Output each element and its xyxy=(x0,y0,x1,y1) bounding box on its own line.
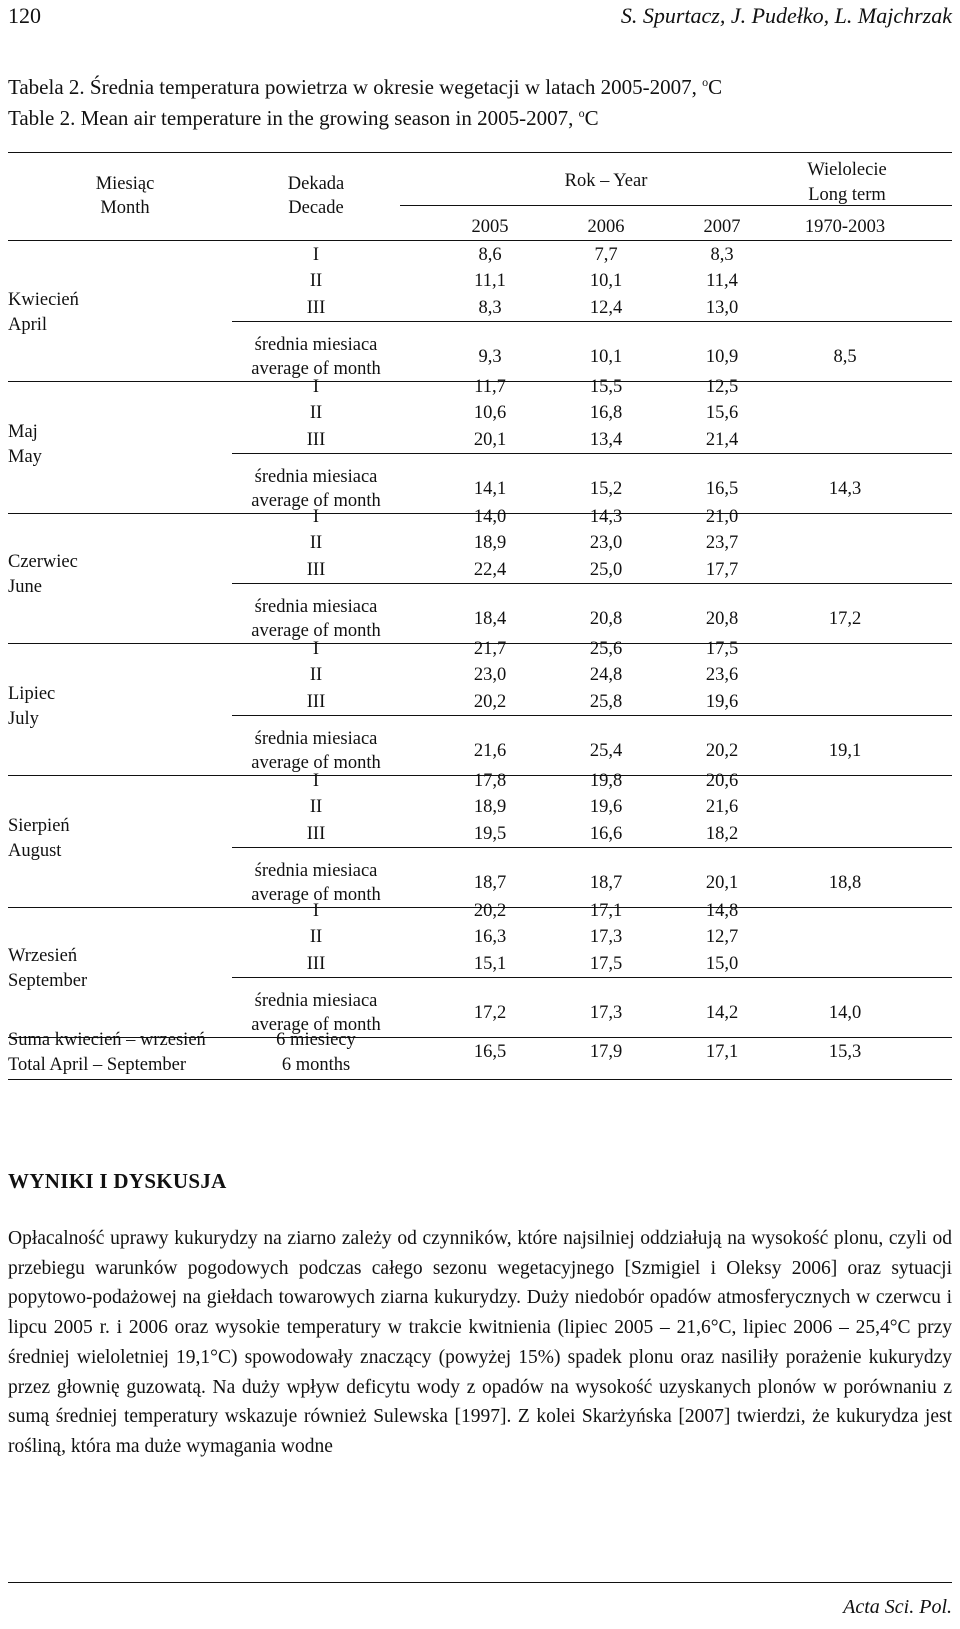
table-value: 17,7 xyxy=(705,559,739,580)
table-top-rule xyxy=(8,152,952,153)
table-value: 22,4 xyxy=(473,559,507,580)
page-number: 120 xyxy=(8,3,41,28)
table-value: 11,7 xyxy=(474,377,506,397)
table-value: 25,6 xyxy=(589,639,623,659)
table-value: 20,2 xyxy=(473,691,507,712)
table-value: 16,6 xyxy=(589,823,623,844)
table-value: 17,8 xyxy=(473,771,507,791)
month-name-pl: Sierpień xyxy=(8,816,70,836)
average-value: 14,0 xyxy=(828,1002,862,1023)
table-value: 11,4 xyxy=(706,271,738,292)
footer-rule xyxy=(8,1582,952,1583)
table-value: 25,8 xyxy=(589,691,623,712)
table-value: 10,1 xyxy=(589,271,623,292)
month-name-en: September xyxy=(8,971,88,991)
average-value: 20,8 xyxy=(705,608,739,629)
table-value: 11,1 xyxy=(474,271,506,292)
average-label-en: average of month xyxy=(251,358,381,379)
table-value: 10,6 xyxy=(473,403,507,424)
decade-average-rule xyxy=(232,321,952,322)
average-label-en: average of month xyxy=(251,1014,381,1035)
decade-label: III xyxy=(306,297,326,318)
header-longterm-en: Long term xyxy=(808,185,886,205)
average-value: 15,2 xyxy=(589,478,623,499)
decade-label: II xyxy=(309,927,323,948)
table-value: 23,7 xyxy=(705,533,739,554)
total-value: 15,3 xyxy=(828,1042,862,1062)
month-name-pl: Kwiecień xyxy=(8,290,79,310)
table-value: 12,4 xyxy=(589,297,623,318)
average-value: 14,2 xyxy=(705,1002,739,1023)
month-name-en: June xyxy=(8,577,42,597)
table-value: 15,1 xyxy=(473,953,507,974)
table-value: 19,8 xyxy=(589,771,623,791)
table-value: 17,1 xyxy=(589,901,623,921)
table-value: 24,8 xyxy=(589,665,623,686)
table-value: 25,0 xyxy=(589,559,623,580)
table-value: 17,5 xyxy=(705,639,739,659)
total-value: 16,5 xyxy=(473,1042,507,1062)
total-decade-pl: 6 miesiecy xyxy=(276,1030,356,1050)
average-label-en: average of month xyxy=(251,884,381,905)
header-month-pl: Miesiąc xyxy=(95,174,155,194)
average-value: 17,3 xyxy=(589,1002,623,1023)
header-bottom-rule xyxy=(8,240,952,241)
table-value: 17,3 xyxy=(589,927,623,948)
table-value: 21,6 xyxy=(705,797,739,818)
average-value: 20,8 xyxy=(589,608,623,629)
average-value: 10,9 xyxy=(705,346,739,367)
table-value: 17,5 xyxy=(589,953,623,974)
table-value: 14,0 xyxy=(473,507,507,527)
table-value: 8,3 xyxy=(478,297,502,318)
average-value: 17,2 xyxy=(473,1002,507,1023)
average-label-pl: średnia miesiaca xyxy=(254,860,378,881)
average-label-en: average of month xyxy=(251,490,381,511)
average-value: 17,2 xyxy=(828,608,862,629)
decade-average-rule xyxy=(232,847,952,848)
month-name-en: April xyxy=(8,315,48,335)
table-value: 20,2 xyxy=(473,901,507,921)
average-value: 20,2 xyxy=(705,740,739,761)
decade-label: I xyxy=(312,639,320,659)
journal-footer: Acta Sci. Pol. xyxy=(843,1596,952,1618)
table-value: 7,7 xyxy=(594,245,618,265)
average-value: 8,5 xyxy=(833,346,857,367)
average-value: 21,6 xyxy=(473,740,507,761)
table-value: 12,5 xyxy=(705,377,739,397)
table-value: 23,0 xyxy=(589,533,623,554)
table-value: 20,6 xyxy=(705,771,739,791)
decade-label: III xyxy=(306,559,326,580)
table-value: 21,0 xyxy=(705,507,739,527)
average-label-pl: średnia miesiaca xyxy=(254,596,378,617)
table-value: 13,0 xyxy=(705,297,739,318)
table-value: 8,3 xyxy=(710,245,734,265)
decade-average-rule xyxy=(232,977,952,978)
total-label-en: Total April – September xyxy=(8,1055,187,1075)
month-name-en: July xyxy=(8,709,39,729)
header-year: 1970-2003 xyxy=(804,217,886,237)
decade-label: III xyxy=(306,953,326,974)
table-bottom-rule xyxy=(8,1079,952,1080)
caption-english: Table 2. Mean air temperature in the growing season in 2005-2007, $^o$C xyxy=(8,106,599,130)
average-label-en: average of month xyxy=(251,752,381,773)
month-name-pl: Lipiec xyxy=(8,684,56,704)
average-value: 14,3 xyxy=(828,478,862,499)
decade-average-rule xyxy=(232,583,952,584)
average-label-en: average of month xyxy=(251,620,381,641)
decade-label: III xyxy=(306,823,326,844)
table-value: 15,6 xyxy=(705,403,739,424)
decade-label: II xyxy=(309,797,323,818)
table-value: 18,9 xyxy=(473,797,507,818)
header-decade-en: Decade xyxy=(288,198,344,218)
average-label-pl: średnia miesiaca xyxy=(254,334,378,355)
decade-label: II xyxy=(309,403,323,424)
decade-label: I xyxy=(312,245,320,265)
month-name-pl: Czerwiec xyxy=(8,552,78,572)
page-header xyxy=(8,0,952,32)
table-value: 23,0 xyxy=(473,665,507,686)
decade-label: III xyxy=(306,429,326,450)
average-value: 18,7 xyxy=(473,872,507,893)
table-value: 19,6 xyxy=(705,691,739,712)
header-year: 2007 xyxy=(703,217,741,237)
decade-label: I xyxy=(312,771,320,791)
decade-label: I xyxy=(312,377,320,397)
section-heading: WYNIKI I DYSKUSJA xyxy=(8,1169,227,1193)
average-value: 10,1 xyxy=(589,346,623,367)
month-name-pl: Wrzesień xyxy=(8,946,78,966)
month-name-en: August xyxy=(8,841,62,861)
decade-label: III xyxy=(306,691,326,712)
header-decade-pl: Dekada xyxy=(287,174,345,194)
header-year: 2006 xyxy=(587,217,625,237)
decade-average-rule xyxy=(232,715,952,716)
average-label-pl: średnia miesiaca xyxy=(254,728,378,749)
average-label-pl: średnia miesiaca xyxy=(254,990,378,1011)
total-value: 17,9 xyxy=(589,1042,623,1062)
month-name-en: May xyxy=(8,447,42,467)
decade-label: II xyxy=(309,533,323,554)
decade-average-rule xyxy=(232,453,952,454)
average-value: 14,1 xyxy=(473,478,507,499)
table-value: 19,5 xyxy=(473,823,507,844)
table-value: 14,8 xyxy=(705,901,739,921)
table-value: 18,2 xyxy=(705,823,739,844)
average-value: 9,3 xyxy=(478,346,502,367)
decade-label: I xyxy=(312,901,320,921)
total-value: 17,1 xyxy=(705,1042,739,1062)
month-name-pl: Maj xyxy=(8,422,38,442)
header-month-en: Month xyxy=(100,198,150,218)
average-value: 16,5 xyxy=(705,478,739,499)
table-value: 8,6 xyxy=(478,245,502,265)
table-value: 16,3 xyxy=(473,927,507,948)
table-value: 19,6 xyxy=(589,797,623,818)
decade-label: II xyxy=(309,271,323,292)
table-value: 16,8 xyxy=(589,403,623,424)
average-value: 19,1 xyxy=(828,740,862,761)
header-year-group: Rok – Year xyxy=(564,171,648,191)
table-value: 15,5 xyxy=(589,377,623,397)
table-value: 15,0 xyxy=(705,953,739,974)
year-group-rule xyxy=(400,205,952,206)
table-value: 21,4 xyxy=(705,429,739,450)
table-caption xyxy=(8,69,722,131)
table-value: 21,7 xyxy=(473,639,507,659)
total-decade-en: 6 months xyxy=(281,1055,351,1075)
table-value: 14,3 xyxy=(589,507,623,527)
table-value: 18,9 xyxy=(473,533,507,554)
average-label-pl: średnia miesiaca xyxy=(254,466,378,487)
average-value: 18,8 xyxy=(828,872,862,893)
table-value: 23,6 xyxy=(705,665,739,686)
table-value: 20,1 xyxy=(473,429,507,450)
average-value: 18,7 xyxy=(589,872,623,893)
table-value: 13,4 xyxy=(589,429,623,450)
body-paragraph: Opłacalność uprawy kukurydzy na ziarno zależy od czynników, które najsilniej oddziałują na wysokość plonu, czyli od przebiegu warunków pogodowych podczas całego sezonu wegetacyjnego [Szmigiel i Oleksy 2006] oraz sytuacji popytowo-podażowej na giełdach towarowych ziarna kukurydzy. Duży niedobór opadów atmosferycznych w czerwcu i lipcu 2005 r. i 2006 oraz wysokie temperatury w trakcie kwitnienia (lipiec 2005 – 21,6°C, lipiec 2006 – 25,4°C przy średniej wieloletniej 19,1°C) spowodowały znaczący (powyżej 15%) spadek plonu oraz nasiliły porażenie kukurydzy przez głownię guzowatą. Na duży wpływ deficytu wody z opadów na wysokość uzyskanych plonów w porównaniu z sumą średniej temperatury wskazuje również Sulewska [1997]. Z kolei Skarżyńska [2007] twierdzi, że kukurydza jest rośliną, która ma duże wymagania wodne xyxy=(8,1228,952,1457)
caption-polish: Tabela 2. Średnia temperatura powietrza w okresie wegetacji w latach 2005-2007, $^o$C xyxy=(8,75,723,99)
table-value: 12,7 xyxy=(705,927,739,948)
average-value: 20,1 xyxy=(705,872,739,893)
decade-label: II xyxy=(309,665,323,686)
average-value: 25,4 xyxy=(589,740,623,761)
running-authors: S. Spurtacz, J. Pudełko, L. Majchrzak xyxy=(620,3,952,28)
average-value: 18,4 xyxy=(473,608,507,629)
header-longterm-pl: Wielolecie xyxy=(807,160,887,180)
total-label-pl: Suma kwiecień – wrzesień xyxy=(8,1030,206,1050)
decade-label: I xyxy=(312,507,320,527)
header-year: 2005 xyxy=(471,217,509,237)
